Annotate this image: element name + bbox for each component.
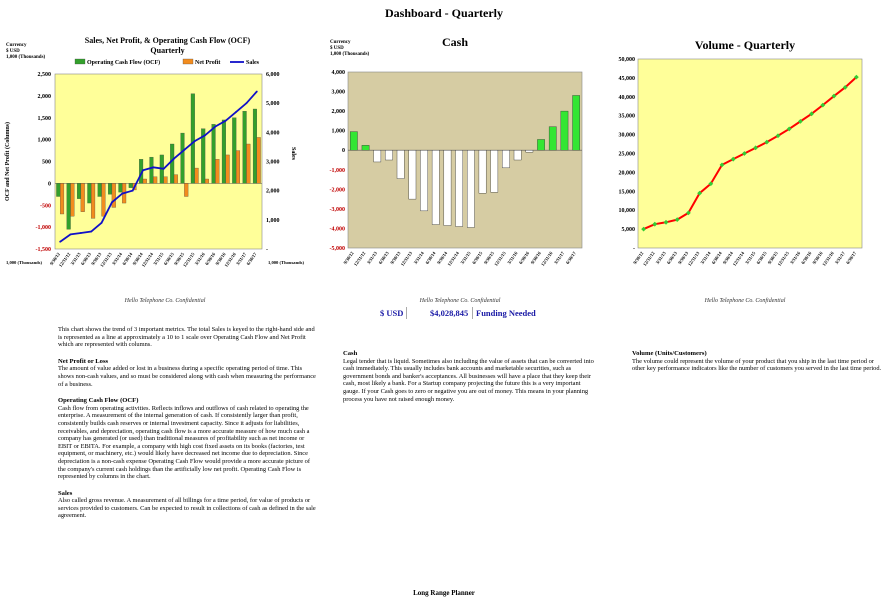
x-units-left: 1,000 (Thousands) xyxy=(6,260,42,265)
y2-axis-label: Sales xyxy=(290,146,296,161)
cash-heading: Cash xyxy=(343,350,358,357)
confidential-note-3: Hello Telephone Co. Confidential xyxy=(704,298,786,304)
cash-bar xyxy=(491,150,498,192)
x-tick-label: 3/31/13 xyxy=(654,250,667,266)
y-tick-label: 25,000 xyxy=(618,151,635,158)
y2-tick-label: 2,000 xyxy=(266,188,280,195)
x-tick-label: 12/31/15 xyxy=(182,251,196,268)
cash-bar xyxy=(467,150,474,227)
sales-chart-title: Sales, Net Profit, & Operating Cash Flow (OCF) xyxy=(84,36,251,45)
x-tick-label: 9/30/14 xyxy=(131,251,144,267)
y2-tick-label: 5,000 xyxy=(266,101,280,108)
sales-point xyxy=(246,102,248,104)
cash-bar xyxy=(374,150,381,162)
cash-bar xyxy=(479,150,486,193)
sales-point xyxy=(215,126,217,128)
x-tick-label: 12/31/14 xyxy=(446,250,460,267)
x-tick-label: 6/30/14 xyxy=(710,250,723,266)
sales-point xyxy=(163,168,165,170)
ocf-bar xyxy=(222,120,226,183)
net-profit-text: The amount of value added or lost in a business during a specific operating period of time. This shows non-cash values, and so must be considered along with cash when measuring the performance of a business. xyxy=(58,365,316,388)
sales-heading: Sales xyxy=(58,489,73,497)
x-tick-label: 6/30/13 xyxy=(665,250,679,266)
x-tick-label: 6/30/16 xyxy=(204,251,217,267)
net-profit-heading: Net Profit or Loss xyxy=(58,357,109,365)
net-profit-bar xyxy=(215,159,219,183)
y-tick-label: 45,000 xyxy=(618,75,635,82)
sales-profit-ocf-chart xyxy=(0,54,310,294)
volume-text: The volume could represent the volume of your product that you ship in the last time period or other key performance indicators like the number of customers you served in the last time period. xyxy=(632,357,882,373)
sales-point xyxy=(70,234,72,236)
sales-point xyxy=(183,149,185,151)
net-profit-bar xyxy=(91,183,95,218)
x-tick-label: 6/30/17 xyxy=(564,250,577,266)
net-profit-bar xyxy=(164,177,168,184)
net-profit-bar xyxy=(153,177,157,184)
y2-tick-label: 6,000 xyxy=(266,72,280,78)
y-tick-label: 35,000 xyxy=(618,113,635,120)
y-tick-label: -4,000 xyxy=(329,226,345,233)
legend-net-profit-swatch xyxy=(183,59,193,64)
x-tick-label: 6/30/17 xyxy=(845,250,858,266)
x-tick-label: 3/31/14 xyxy=(699,250,712,266)
x-tick-label: 6/30/16 xyxy=(518,250,531,266)
x-tick-label: 6/30/13 xyxy=(377,250,390,266)
y-tick-label: 50,000 xyxy=(618,57,635,63)
y-tick-label: -2,000 xyxy=(329,187,345,194)
cash-bar xyxy=(502,150,509,168)
x-tick-label: 6/30/13 xyxy=(79,251,93,267)
cash-bar xyxy=(444,150,451,225)
ocf-bar xyxy=(98,183,102,196)
x-tick-label: 9/30/16 xyxy=(811,250,824,266)
x-tick-label: 9/30/14 xyxy=(721,250,735,266)
cash-bar xyxy=(397,150,404,178)
ocf-bar xyxy=(77,183,81,198)
y-tick-label: - xyxy=(633,246,635,252)
x-tick-label: 9/30/15 xyxy=(482,250,496,266)
y2-tick-label: - xyxy=(266,247,268,253)
volume-description xyxy=(632,350,884,382)
cash-bar xyxy=(526,150,533,152)
x-tick-label: 6/30/17 xyxy=(245,251,258,267)
plot-area xyxy=(638,59,862,248)
cash-chart-title: Cash xyxy=(441,35,468,49)
y-tick-label: 5,000 xyxy=(621,227,635,234)
x-tick-label: 3/31/14 xyxy=(110,251,124,267)
x-tick-label: 6/30/14 xyxy=(121,251,134,267)
y-axis-label: OCF and Net Profit (Columns) xyxy=(5,122,11,201)
net-profit-bar xyxy=(195,168,199,183)
y-tick-label: -1,000 xyxy=(329,167,345,174)
net-profit-bar xyxy=(205,179,209,183)
x-tick-label: 12/31/13 xyxy=(99,251,113,268)
x-tick-label: 3/31/16 xyxy=(193,251,206,267)
y-tick-label: 15,000 xyxy=(618,189,635,196)
funding-amount: $4,028,845 xyxy=(430,308,469,318)
x-tick-label: 12/31/13 xyxy=(399,250,414,267)
x-tick-label: 3/31/17 xyxy=(235,251,248,267)
cash-bar xyxy=(537,139,544,150)
y-tick-label: -3,000 xyxy=(329,206,345,213)
volume-chart xyxy=(600,50,888,290)
y-tick-label: 500 xyxy=(42,159,51,166)
y-tick-label: -500 xyxy=(40,203,51,210)
ocf-bar xyxy=(87,183,91,203)
x-tick-label: 9/30/15 xyxy=(766,250,779,266)
x-tick-label: 6/30/15 xyxy=(755,250,768,266)
net-profit-bar xyxy=(102,183,106,216)
cash-chart xyxy=(320,60,600,285)
funding-needed-bar xyxy=(372,307,552,320)
x-tick-label: 9/30/13 xyxy=(677,250,690,266)
x-tick-label: 9/30/16 xyxy=(529,250,542,266)
sales-point xyxy=(225,120,227,122)
ocf-bar xyxy=(212,124,216,183)
sales-point xyxy=(152,166,154,168)
x-tick-label: 3/31/16 xyxy=(506,250,519,266)
plot-area xyxy=(55,74,262,249)
ocf-text: Cash flow from operating activities. Reflects inflows and outflows of cash related to operating the enterprise. A measurement of the internal generation of cash. If consistently larger than profit, consistently builds cash reserves or internal investment capacity. Since it adjusts for liabilities, receivables, and depreciation, operating cash flow is a more accurate measure of how much cash a company has generated (or used) than traditional measures of profitability such as net income or EBIT or EBITA. For example, a company with high cost fixed assets on its books (factories, test equipment, or machinery, etc.) would likely have decreased net income due to depreciation. Since depreciation is a non-cash expense Operating Cash Flow would provide a more accurate picture of the company's current cash holdings than the artificially low net profit. Operating Cash Flow is represented by columns in the chart. xyxy=(58,404,310,481)
x-tick-label: 6/30/16 xyxy=(800,250,813,266)
net-profit-bar xyxy=(60,183,64,214)
x-tick-label: 9/30/15 xyxy=(173,251,186,267)
sales-point xyxy=(173,158,175,160)
x-tick-label: 3/31/16 xyxy=(789,250,802,266)
x-tick-label: 12/31/16 xyxy=(223,251,237,268)
cash-bar xyxy=(573,95,580,150)
y-tick-label: 0 xyxy=(342,148,345,155)
sales-point xyxy=(59,241,61,243)
legend-net-profit: Net Profit xyxy=(195,60,221,66)
cash-bar xyxy=(432,150,439,224)
cash-bar xyxy=(549,127,556,150)
net-profit-bar xyxy=(81,183,85,211)
x-tick-label: 3/31/15 xyxy=(152,251,165,267)
sales-chart-units-note: Currency $ USD 1,000 (Thousands) xyxy=(6,43,46,60)
x-tick-label: 12/31/12 xyxy=(642,250,656,267)
y-tick-label: 10,000 xyxy=(618,208,635,215)
sales-point xyxy=(204,134,206,136)
x-tick-label: 12/31/16 xyxy=(540,250,554,267)
ocf-bar xyxy=(119,183,123,192)
cash-bar xyxy=(409,150,416,199)
page-footer: Long Range Planner xyxy=(413,589,475,597)
cash-description xyxy=(343,350,598,412)
net-profit-bar xyxy=(143,179,147,183)
y-tick-label: 30,000 xyxy=(618,132,635,139)
x-tick-label: 6/30/15 xyxy=(471,250,484,266)
x-units-right: 1,000 (Thousands) xyxy=(268,260,304,265)
ocf-bar xyxy=(129,183,133,187)
sales-point xyxy=(235,111,237,113)
y-tick-label: -5,000 xyxy=(329,246,345,252)
y2-tick-label: 3,000 xyxy=(266,159,280,166)
y-tick-label: 4,000 xyxy=(331,70,345,76)
ocf-bar xyxy=(232,118,236,184)
sales-point xyxy=(256,91,258,93)
ocf-bar xyxy=(67,183,71,229)
sales-chart-intro: This chart shows the trend of 3 important metrics. The total Sales is keyed to the right-hand side and is represented as a line at approximately a 10 to 1 scale over Operating Cash Flow and Net Profit which are represented with columns. xyxy=(58,326,315,349)
sales-point xyxy=(80,232,82,234)
net-profit-bar xyxy=(71,183,75,216)
net-profit-bar xyxy=(236,151,240,184)
cash-bar xyxy=(362,145,369,150)
y-tick-label: 3,000 xyxy=(331,89,345,96)
x-tick-label: 3/31/13 xyxy=(69,251,82,267)
x-tick-label: 3/31/15 xyxy=(459,250,472,266)
sales-point xyxy=(194,140,196,142)
x-tick-label: 9/30/13 xyxy=(90,251,103,267)
x-tick-label: 3/31/17 xyxy=(833,250,847,266)
y2-tick-label: 4,000 xyxy=(266,130,280,137)
x-tick-label: 3/31/17 xyxy=(553,250,566,266)
x-tick-label: 9/30/12 xyxy=(48,251,61,267)
x-tick-label: 3/31/15 xyxy=(744,250,757,266)
ocf-bar xyxy=(181,133,185,183)
volume-chart-title: Volume - Quarterly xyxy=(694,38,796,52)
y-tick-label: -1,000 xyxy=(35,225,51,232)
x-tick-label: 9/30/13 xyxy=(389,250,402,266)
x-tick-label: 12/31/15 xyxy=(493,250,507,267)
legend-ocf-swatch xyxy=(75,59,85,64)
y-tick-label: 2,500 xyxy=(37,72,51,78)
ocf-bar xyxy=(191,94,195,184)
ocf-bar xyxy=(108,183,112,194)
x-tick-label: 12/31/12 xyxy=(57,251,72,268)
ocf-heading: Operating Cash Flow (OCF) xyxy=(58,397,139,405)
sales-chart-subtitle: Quarterly xyxy=(150,46,185,55)
y-tick-label: 20,000 xyxy=(618,170,635,177)
y-tick-label: 40,000 xyxy=(618,94,635,101)
y2-tick-label: 1,000 xyxy=(266,217,280,224)
x-tick-label: 9/30/12 xyxy=(342,250,355,266)
x-tick-label: 3/31/14 xyxy=(412,250,425,266)
x-tick-label: 12/31/12 xyxy=(352,250,367,267)
ocf-bar xyxy=(170,144,174,183)
page-title: Dashboard - Quarterly xyxy=(385,6,503,20)
cash-bar xyxy=(456,150,463,226)
sales-point xyxy=(142,169,144,171)
cash-bar xyxy=(385,150,392,160)
x-tick-label: 12/31/13 xyxy=(686,250,701,267)
ocf-bar xyxy=(243,111,247,183)
x-tick-label: 6/30/14 xyxy=(424,250,437,266)
sales-point xyxy=(90,231,92,233)
y-tick-label: 2,000 xyxy=(331,109,345,116)
funding-currency: $ USD xyxy=(380,308,404,318)
net-profit-bar xyxy=(226,155,230,183)
volume-heading: Volume (Units/Customers) xyxy=(632,350,707,357)
cash-bar xyxy=(561,111,568,150)
ocf-bar xyxy=(56,183,60,196)
ocf-bar xyxy=(150,157,154,183)
net-profit-bar xyxy=(257,137,261,183)
x-tick-label: 9/30/16 xyxy=(214,251,227,267)
net-profit-bar xyxy=(184,183,188,196)
cash-text: Legal tender that is liquid. Sometimes also including the value of assets that can be converted into cash immediately. This usually includes bank accounts and marketable securities, such as government bonds and banker's acceptances. All businesses will have a place that they keep their cash, most likely a bank. For a Startup company projecting the future this is a very important gauge. If your Cash goes to zero or negative you are out of money. This means in your planning process you have not raised enough money. xyxy=(343,357,594,403)
cash-chart-units-note: Currency $ USD 1,000 (Thousands) xyxy=(330,40,370,57)
sales-point xyxy=(121,193,123,195)
cash-bar xyxy=(420,150,427,211)
sales-chart-description xyxy=(58,326,316,529)
y-tick-label: 1,000 xyxy=(37,137,51,144)
y-tick-label: 2,000 xyxy=(37,93,51,100)
legend-ocf: Operating Cash Flow (OCF) xyxy=(87,60,161,66)
x-tick-label: 12/31/16 xyxy=(821,250,835,267)
x-tick-label: 12/31/14 xyxy=(731,250,746,267)
confidential-note-1: Hello Telephone Co. Confidential xyxy=(124,298,206,304)
sales-point xyxy=(101,222,103,224)
cash-bar xyxy=(350,132,357,151)
legend-sales: Sales xyxy=(246,60,260,66)
ocf-bar xyxy=(253,109,257,183)
sales-text: Also called gross revenue. A measurement of all billings for a time period, for value of products or services provided to customers. Can be expected to result in collections of cash as defined in the sale agreement. xyxy=(58,497,316,520)
x-tick-label: 12/31/15 xyxy=(776,250,791,267)
sales-point xyxy=(132,190,134,192)
y-tick-label: 0 xyxy=(48,181,51,188)
net-profit-bar xyxy=(174,175,178,184)
x-tick-label: 3/31/13 xyxy=(365,250,379,266)
confidential-note-2: Hello Telephone Co. Confidential xyxy=(419,298,501,304)
net-profit-bar xyxy=(246,144,250,183)
net-profit-bar xyxy=(112,183,116,207)
y-tick-label: 1,000 xyxy=(331,128,345,135)
x-tick-label: 12/31/14 xyxy=(140,251,155,268)
plot-area xyxy=(348,72,582,248)
x-tick-label: 9/30/14 xyxy=(436,250,449,266)
funding-label: Funding Needed xyxy=(476,308,536,318)
y-tick-label: -1,500 xyxy=(35,247,51,253)
x-tick-label: 6/30/15 xyxy=(162,251,175,267)
sales-point xyxy=(111,201,113,203)
y-tick-label: 1,500 xyxy=(37,115,51,122)
x-tick-label: 9/30/12 xyxy=(632,250,645,266)
cash-bar xyxy=(514,150,521,160)
